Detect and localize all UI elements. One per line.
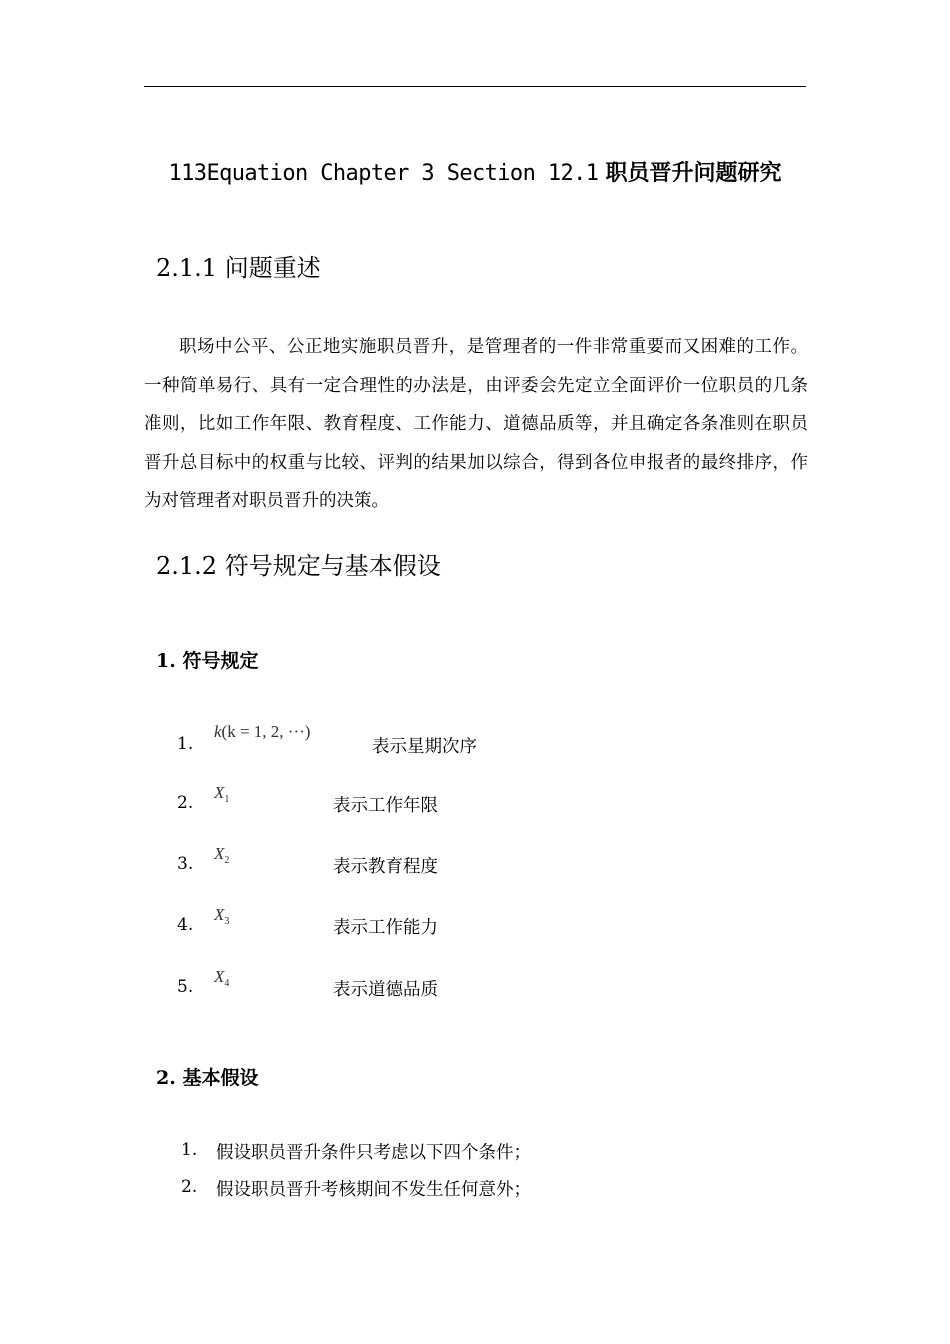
symbol-item-number: 2. — [177, 793, 194, 813]
heading-symbol-definitions: 1. 符号规定 — [156, 650, 259, 672]
symbol-item-number: 4. — [177, 915, 194, 935]
symbol-description: 表示工作能力 — [333, 918, 438, 938]
symbol-variable: X — [214, 844, 225, 863]
symbol-item-number: 1. — [177, 734, 194, 754]
symbol-item-number: 3. — [177, 854, 194, 874]
symbol-variable: X — [214, 783, 225, 802]
symbol-item-number: 5. — [177, 977, 194, 997]
assumption-number: 1. — [181, 1140, 198, 1160]
symbol-x1 — [214, 783, 229, 805]
symbol-description: 表示星期次序 — [372, 737, 477, 757]
heading-problem-restatement: 2.1.1 问题重述 — [156, 254, 321, 282]
section-title-text: 职员晋升问题研究 — [605, 160, 782, 186]
symbol-condition: (k = 1, 2, ···) — [221, 722, 311, 741]
symbol-subscript: 2 — [224, 855, 230, 866]
symbol-subscript: 4 — [224, 978, 230, 989]
symbol-description: 表示道德品质 — [333, 980, 438, 1000]
problem-paragraph: 职场中公平、公正地实施职员晋升，是管理者的一件非常重要而又困难的工作。一种简单易行、具有一定合理性的办法是，由评委会先定立全面评价一位职员的几条准则，比如工作年限、教育程度、工作能力、道德品质等，并且确定各条准则在职员晋升总目标中的权重与比较、评判的结果加以综合，得到各位申报者的最终排序，作为对管理者对职员晋升的决策。 — [144, 337, 808, 511]
symbol-description: 表示工作年限 — [333, 796, 438, 816]
symbol-subscript: 1 — [224, 794, 230, 805]
heading-symbols-assumptions: 2.1.2 符号规定与基本假设 — [156, 552, 441, 580]
section-title — [144, 156, 806, 187]
equation-field-label: 113Equation Chapter 3 Section 12.1 — [168, 161, 599, 186]
symbol-description: 表示教育程度 — [333, 857, 438, 877]
assumption-text: 假设职员晋升条件只考虑以下四个条件； — [216, 1143, 531, 1163]
header-rule — [144, 86, 806, 87]
symbol-x2 — [214, 844, 229, 866]
heading-basic-assumptions: 2. 基本假设 — [156, 1067, 259, 1089]
symbol-x3 — [214, 905, 229, 927]
symbol-variable: k — [214, 722, 222, 741]
symbol-k-formula — [214, 722, 310, 742]
assumption-number: 2. — [181, 1177, 198, 1197]
symbol-subscript: 3 — [224, 916, 230, 927]
symbol-variable: X — [214, 905, 225, 924]
symbol-variable: X — [214, 967, 225, 986]
assumption-text: 假设职员晋升考核期间不发生任何意外； — [216, 1180, 531, 1200]
symbol-x4 — [214, 967, 229, 989]
